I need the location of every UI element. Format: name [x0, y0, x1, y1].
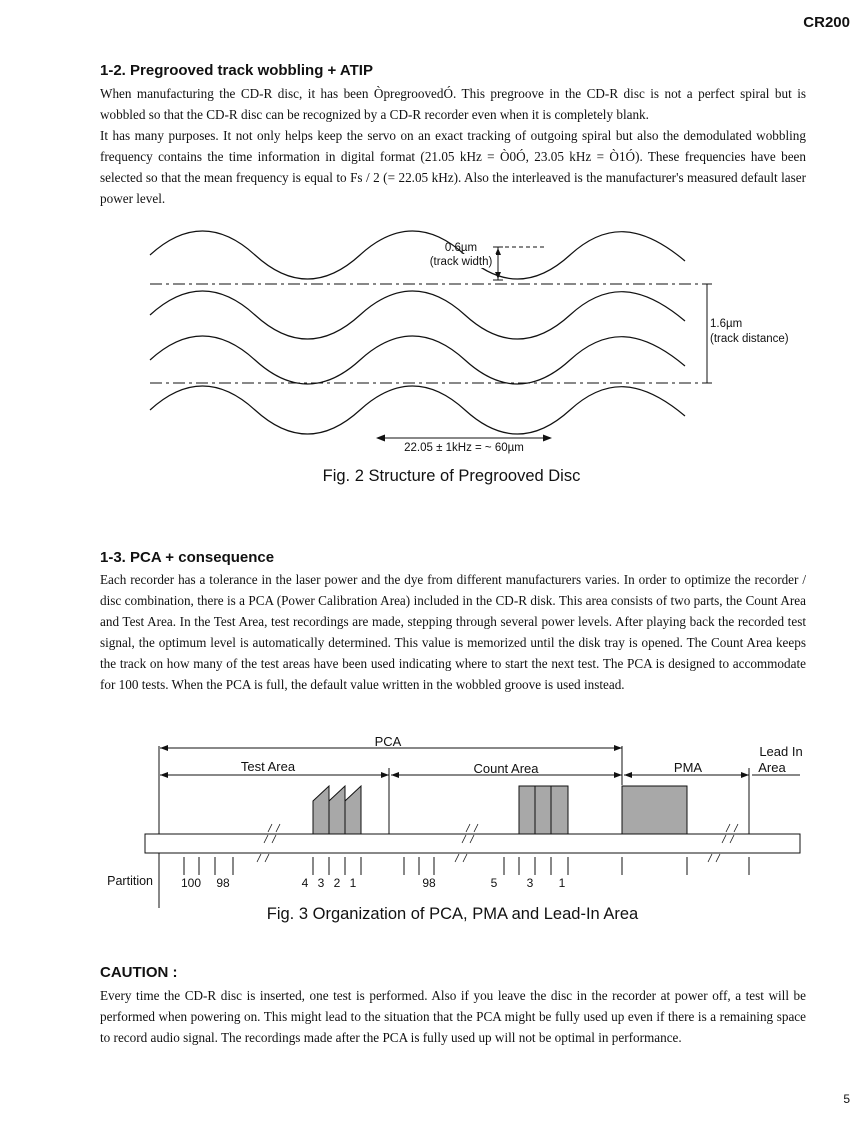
track-width-value: 0.6µm — [444, 242, 478, 254]
section-1-2-paragraph-1: When manufacturing the CD-R disc, it has been ÒpregroovedÓ. This pregroove in the CD-R disc is not a perfect spiral but is wobbled so that the CD-R disc can be recognized by a CD-R recorder even when it is completely blank. — [100, 86, 806, 122]
groove-wave-3 — [150, 336, 685, 384]
figure-3-pca-organization — [0, 728, 866, 910]
section-1-2-paragraph-2: It has many purposes. It not only helps keep the servo on an exact tracking of outgoing spiral but also the demodulated wobbling frequency contains the time information in digital format (21.05 kHz = Ò0Ó, 23.05 kHz = Ò1Ó). These frequencies have been selected so that the mean frequency is equal to Fs / 2 (= 22.05 kHz). Also the interleaved is the manufacturer's measured default laser power level. — [100, 128, 806, 206]
pma-label: PMA — [673, 760, 703, 775]
figure-2-caption: Fig. 2 Structure of Pregrooved Disc — [322, 467, 581, 485]
partition-number: 4 — [301, 876, 309, 890]
section-1-2-body — [100, 83, 806, 209]
caution-heading: CAUTION : — [100, 964, 178, 981]
partition-number: 1 — [349, 876, 357, 890]
track-distance-value: 1.6µm — [710, 318, 743, 330]
partition-number: 1 — [558, 876, 566, 890]
pca-label: PCA — [374, 734, 402, 749]
partition-number: 98 — [216, 876, 230, 890]
partition-number: 5 — [490, 876, 498, 890]
document-model-number: CR200 — [803, 14, 850, 31]
section-1-3-paragraph-1: Each recorder has a tolerance in the laser power and the dye from different manufacturers varies. In order to optimize the recorder / disc combination, there is a PCA (Power Calibration Area) included in the CD-R disk. This area consists of two parts, the Count Area and Test Area. In the Test Area, test recordings are made, stepping through several power levels. After playing back the recorded test signal, the optimum level is automatically determined. This value is memorized until the disk tray is opened. The Count Area keeps the track on how many of the test areas have been used indicating where to start the next test. The PCA is designed to accommodate for 100 tests. When the PCA is full, the default value written in the wobbled groove is used instead. — [100, 572, 806, 692]
caution-paragraph: Every time the CD-R disc is inserted, one test is performed. Also if you leave the disc in the recorder at power off, a test will be performed when powering on. This might lead to the situation that the PCA might be fully used up even if there is a remaining space to record audio signal. The recordings made after the PCA is fully used up will not be optimal in performance. — [100, 988, 806, 1045]
groove-wave-2 — [150, 291, 685, 339]
groove-wave-4 — [150, 386, 685, 434]
partition-number: 3 — [317, 876, 325, 890]
partition-number: 3 — [526, 876, 534, 890]
page-number: 5 — [843, 1092, 850, 1106]
figure-2-pregrooved-disc — [0, 225, 866, 465]
track-width-label: (track width) — [429, 256, 493, 268]
lead-in-label-line-1: Lead In — [759, 744, 803, 759]
count-area-label: Count Area — [473, 761, 539, 776]
lead-in-label-line-2: Area — [758, 760, 786, 775]
test-area-label: Test Area — [240, 759, 296, 774]
caution-body — [100, 985, 806, 1048]
groove-wave-1 — [150, 231, 685, 279]
wobble-period-label: 22.05 ± 1kHz = ~ 60µm — [404, 442, 524, 454]
figure-3-caption: Fig. 3 Organization of PCA, PMA and Lead-In Area — [266, 905, 639, 923]
section-1-2-heading: 1-2. Pregrooved track wobbling + ATIP — [100, 62, 373, 79]
partition-number: 98 — [422, 876, 436, 890]
partition-number: 2 — [333, 876, 341, 890]
partition-number: 100 — [180, 876, 202, 890]
section-1-3-heading: 1-3. PCA + consequence — [100, 549, 275, 566]
partition-label: Partition — [107, 874, 153, 888]
track-distance-label: (track distance) — [710, 333, 789, 345]
section-1-3-body — [100, 569, 806, 695]
